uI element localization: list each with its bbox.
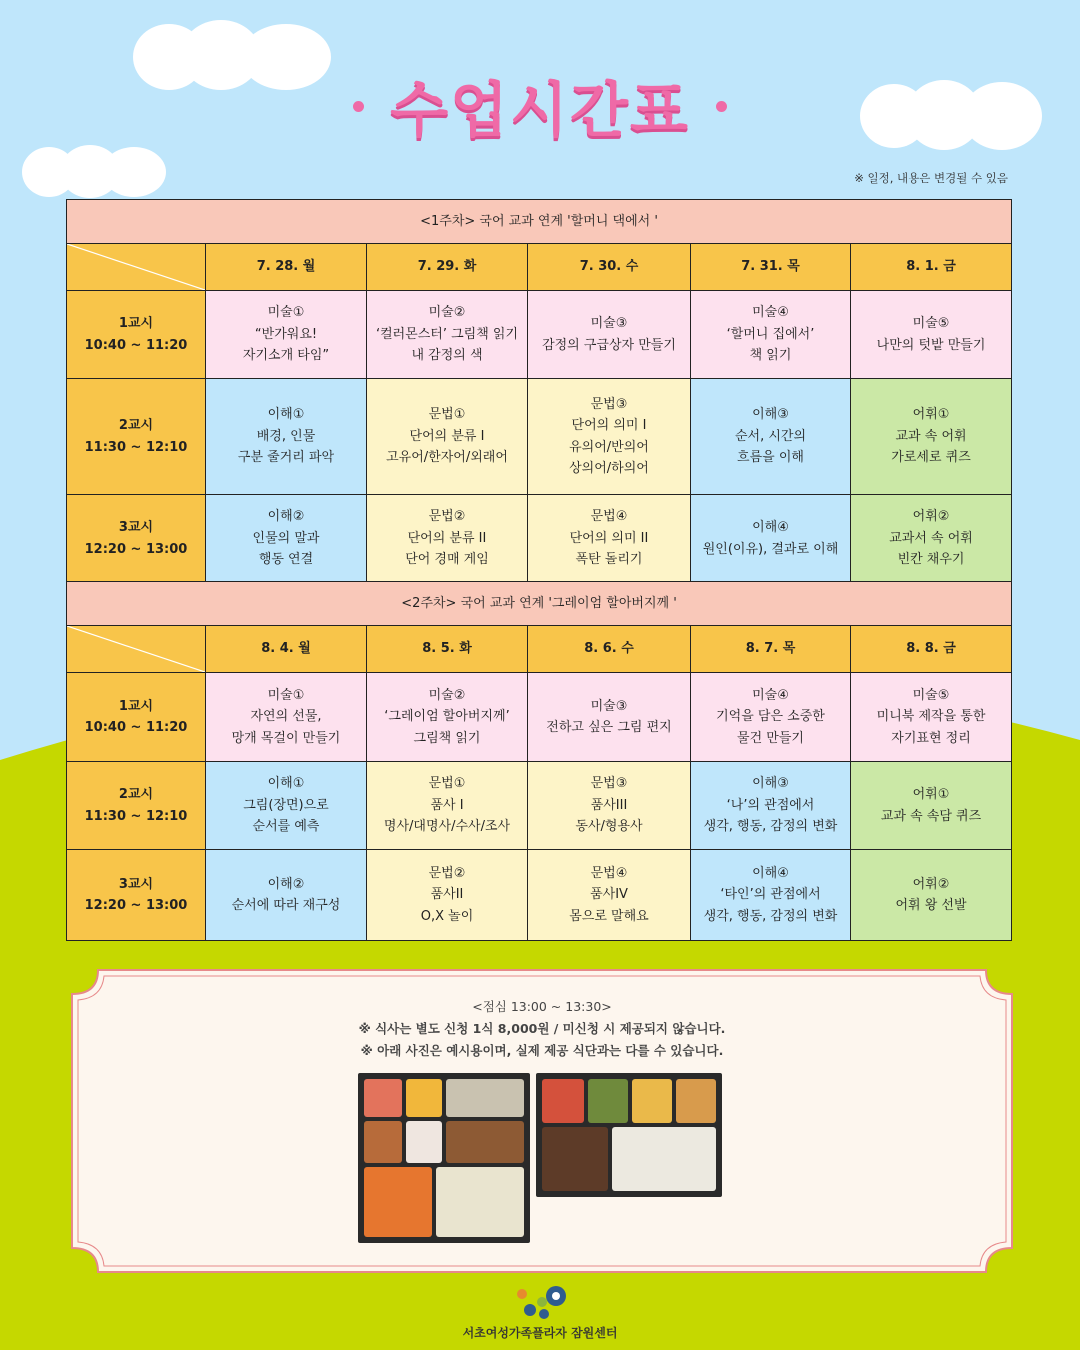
class-cell bbox=[367, 673, 528, 762]
subject-label: 문법② bbox=[428, 509, 466, 525]
subject-label: 문법① bbox=[428, 776, 466, 792]
week-header: <1주차> 국어 교과 연계 '할머니 댁에서 ' bbox=[67, 200, 1012, 244]
activity-line: 순서, 시간의 bbox=[734, 428, 807, 444]
cloud-left bbox=[22, 145, 167, 198]
class-cell bbox=[528, 673, 691, 762]
class-cell bbox=[367, 379, 528, 495]
class-cell bbox=[851, 379, 1012, 495]
date-header: 8. 1. 금 bbox=[851, 244, 1012, 291]
activity-line: 단어의 의미 I bbox=[571, 418, 647, 433]
period-label: 2교시 bbox=[118, 418, 154, 433]
activity-line: 감정의 구급상자 만들기 bbox=[542, 337, 676, 353]
activity-line: 동사/형용사 bbox=[575, 819, 643, 835]
class-cell bbox=[691, 379, 851, 495]
activity-line: 그림(장면)으로 bbox=[243, 797, 329, 813]
subject-label: 이해④ bbox=[752, 520, 789, 535]
subject-label: 미술④ bbox=[752, 687, 789, 703]
class-cell bbox=[851, 850, 1012, 941]
date-header: 8. 6. 수 bbox=[528, 626, 691, 673]
subject-label: 문법③ bbox=[590, 396, 628, 412]
subject-label: 어휘② bbox=[912, 509, 950, 525]
activity-line: ‘그레이엄 할아버지께’ bbox=[384, 709, 510, 725]
org-logo-icon bbox=[508, 1284, 572, 1324]
period-cell bbox=[67, 495, 206, 583]
class-cell bbox=[528, 495, 691, 583]
subject-label: 문법② bbox=[428, 865, 466, 881]
activity-line: 자기표현 정리 bbox=[891, 730, 971, 746]
activity-line: 원인(이유), 결과로 이해 bbox=[702, 541, 839, 557]
activity-line: 구분 줄거리 파악 bbox=[237, 450, 335, 466]
title-dot-left bbox=[353, 101, 364, 112]
period-time: 10:40 ~ 11:20 bbox=[84, 337, 188, 353]
class-cell bbox=[206, 291, 367, 379]
activity-line: 교과 속 어휘 bbox=[895, 428, 967, 444]
change-notice: ※ 일정, 내용은 변경될 수 있음 bbox=[854, 171, 1008, 185]
org-logo bbox=[0, 1284, 1080, 1328]
date-header: 8. 5. 화 bbox=[367, 626, 528, 673]
activity-line: 망개 목걸이 만들기 bbox=[231, 730, 341, 746]
activity-line: 생각, 행동, 감정의 변화 bbox=[703, 908, 838, 924]
period-time: 12:20 ~ 13:00 bbox=[84, 541, 188, 557]
class-cell bbox=[691, 291, 851, 379]
class-cell bbox=[206, 673, 367, 762]
subject-label: 이해① bbox=[267, 776, 305, 792]
class-cell bbox=[206, 379, 367, 495]
subject-label: 이해③ bbox=[752, 407, 789, 423]
period-time: 10:40 ~ 11:20 bbox=[84, 720, 188, 735]
class-cell bbox=[206, 762, 367, 850]
period-cell bbox=[67, 291, 206, 379]
lunch-box-photo-1 bbox=[358, 1073, 530, 1243]
activity-line: 단어의 분류 I bbox=[409, 428, 485, 444]
period-label: 3교시 bbox=[118, 520, 154, 535]
subject-label: 미술① bbox=[267, 305, 305, 321]
activity-line: 생각, 행동, 감정의 변화 bbox=[703, 819, 838, 835]
lunch-box-photo-2 bbox=[536, 1073, 722, 1197]
activity-line: 상의어/하의어 bbox=[569, 461, 649, 476]
period-cell bbox=[67, 850, 206, 941]
activity-line: ‘할머니 집에서’ bbox=[726, 326, 815, 342]
activity-line: 가로세로 퀴즈 bbox=[891, 450, 971, 466]
subject-label: 미술② bbox=[428, 305, 466, 321]
subject-label: 미술⑤ bbox=[912, 316, 950, 331]
period-time: 12:20 ~ 13:00 bbox=[84, 898, 188, 913]
activity-line: 어휘 왕 선발 bbox=[895, 898, 967, 913]
subject-label: 미술③ bbox=[590, 698, 628, 714]
week-2-table bbox=[66, 581, 1012, 941]
period-label: 2교시 bbox=[118, 787, 154, 802]
date-header: 7. 29. 화 bbox=[367, 244, 528, 291]
subject-label: 어휘① bbox=[912, 787, 950, 802]
period-time: 11:30 ~ 12:10 bbox=[84, 439, 188, 455]
period-cell bbox=[67, 673, 206, 762]
activity-line: 배경, 인물 bbox=[256, 428, 316, 444]
activity-line: ‘컬러몬스터’ 그림책 읽기 bbox=[375, 326, 519, 342]
subject-label: 이해② bbox=[267, 876, 305, 892]
lunch-info bbox=[70, 996, 1014, 1062]
period-cell bbox=[67, 762, 206, 850]
subject-label: 문법① bbox=[428, 407, 466, 423]
subject-label: 이해② bbox=[267, 509, 305, 525]
corner-diagonal-cell bbox=[67, 244, 206, 291]
subject-label: 미술④ bbox=[752, 305, 789, 321]
activity-line: 몸으로 말해요 bbox=[569, 908, 649, 924]
class-cell bbox=[367, 291, 528, 379]
activity-line: 책 읽기 bbox=[749, 348, 792, 364]
activity-line: 미니북 제작을 통한 bbox=[876, 709, 986, 725]
activity-line: 물건 만들기 bbox=[737, 730, 804, 746]
activity-line: 인물의 말과 bbox=[252, 530, 320, 546]
class-cell bbox=[528, 762, 691, 850]
activity-line: 폭탄 돌리기 bbox=[575, 552, 643, 568]
activity-line: 자연의 선물, bbox=[250, 709, 322, 725]
period-label: 1교시 bbox=[118, 316, 154, 331]
lunch-panel bbox=[70, 968, 1014, 1274]
title-dot-right bbox=[716, 101, 727, 112]
corner-diagonal-cell bbox=[67, 626, 206, 673]
class-cell bbox=[851, 495, 1012, 583]
activity-line: 품사 I bbox=[430, 797, 464, 813]
class-cell bbox=[206, 850, 367, 941]
subject-label: 이해① bbox=[267, 407, 305, 423]
activity-line: 그림책 읽기 bbox=[413, 730, 481, 746]
class-cell bbox=[691, 850, 851, 941]
lunch-time: <점심 13:00 ~ 13:30> bbox=[472, 999, 612, 1014]
class-cell bbox=[691, 762, 851, 850]
date-header: 7. 30. 수 bbox=[528, 244, 691, 291]
activity-line: “반가워요! bbox=[254, 326, 318, 342]
activity-line: 고유어/한자어/외래어 bbox=[386, 450, 508, 466]
period-label: 1교시 bbox=[118, 698, 154, 714]
activity-line: 명사/대명사/수사/조사 bbox=[383, 819, 511, 835]
org-name: 서초여성가족플라자 잠원센터 bbox=[462, 1326, 618, 1340]
subject-label: 이해③ bbox=[752, 776, 789, 792]
class-cell bbox=[851, 762, 1012, 850]
subject-label: 미술① bbox=[267, 687, 305, 703]
lunch-photo-note: ※ 아래 사진은 예시용이며, 실제 제공 식단과는 다를 수 있습니다. bbox=[360, 1043, 724, 1058]
class-cell bbox=[367, 495, 528, 583]
activity-line: 내 감정의 색 bbox=[411, 348, 483, 364]
class-cell bbox=[851, 291, 1012, 379]
activity-line: 단어 경매 게임 bbox=[405, 552, 489, 568]
activity-line: 교과서 속 어휘 bbox=[889, 530, 973, 546]
subject-label: 문법④ bbox=[590, 509, 628, 525]
activity-line: ‘나’의 관점에서 bbox=[726, 797, 815, 813]
activity-line: 품사III bbox=[590, 797, 628, 813]
date-header: 8. 4. 월 bbox=[206, 626, 367, 673]
class-cell bbox=[691, 495, 851, 583]
activity-line: 순서를 예측 bbox=[252, 819, 320, 835]
activity-line: O,X 놀이 bbox=[420, 908, 474, 924]
activity-line: 나만의 텃밭 만들기 bbox=[876, 337, 986, 353]
activity-line: 교과 속 속담 퀴즈 bbox=[880, 808, 982, 824]
week-1-table bbox=[66, 199, 1012, 583]
subject-label: 어휘② bbox=[912, 876, 950, 892]
subject-label: 미술⑤ bbox=[912, 687, 950, 703]
activity-line: 단어의 분류 II bbox=[407, 530, 487, 546]
activity-line: 흐름을 이해 bbox=[737, 450, 804, 466]
class-cell bbox=[528, 850, 691, 941]
period-cell bbox=[67, 379, 206, 495]
activity-line: 순서에 따라 재구성 bbox=[231, 898, 341, 913]
subject-label: 이해④ bbox=[752, 865, 789, 881]
activity-line: ‘타인’의 관점에서 bbox=[720, 887, 821, 903]
class-cell bbox=[691, 673, 851, 762]
subject-label: 어휘① bbox=[912, 407, 950, 423]
week-header: <2주차> 국어 교과 연계 '그레이엄 할아버지께 ' bbox=[67, 582, 1012, 626]
date-header: 7. 31. 목 bbox=[691, 244, 851, 291]
page-title: 수업시간표 bbox=[390, 76, 690, 146]
activity-line: 빈칸 채우기 bbox=[897, 552, 965, 568]
subject-label: 미술③ bbox=[590, 316, 628, 331]
activity-line: 기억을 담은 소중한 bbox=[716, 709, 825, 725]
class-cell bbox=[851, 673, 1012, 762]
class-cell bbox=[528, 379, 691, 495]
title-row bbox=[0, 66, 1080, 146]
class-cell bbox=[206, 495, 367, 583]
subject-label: 문법③ bbox=[590, 776, 628, 792]
activity-line: 품사II bbox=[430, 887, 464, 903]
activity-line: 유의어/반의어 bbox=[569, 439, 649, 455]
class-cell bbox=[528, 291, 691, 379]
lunch-fee-note: ※ 식사는 별도 신청 1식 8,000원 / 미신청 시 제공되지 않습니다. bbox=[358, 1021, 726, 1036]
date-header: 7. 28. 월 bbox=[206, 244, 367, 291]
activity-line: 전하고 싶은 그림 편지 bbox=[546, 720, 672, 735]
subject-label: 미술② bbox=[428, 687, 466, 703]
period-label: 3교시 bbox=[118, 876, 154, 892]
activity-line: 행동 연결 bbox=[258, 552, 314, 568]
date-header: 8. 8. 금 bbox=[851, 626, 1012, 673]
activity-line: 단어의 의미 II bbox=[569, 530, 649, 546]
class-cell bbox=[367, 762, 528, 850]
class-cell bbox=[367, 850, 528, 941]
period-time: 11:30 ~ 12:10 bbox=[84, 808, 188, 824]
date-header: 8. 7. 목 bbox=[691, 626, 851, 673]
activity-line: 품사IV bbox=[590, 887, 628, 903]
subject-label: 문법④ bbox=[590, 865, 628, 881]
activity-line: 자기소개 타임” bbox=[242, 348, 330, 364]
